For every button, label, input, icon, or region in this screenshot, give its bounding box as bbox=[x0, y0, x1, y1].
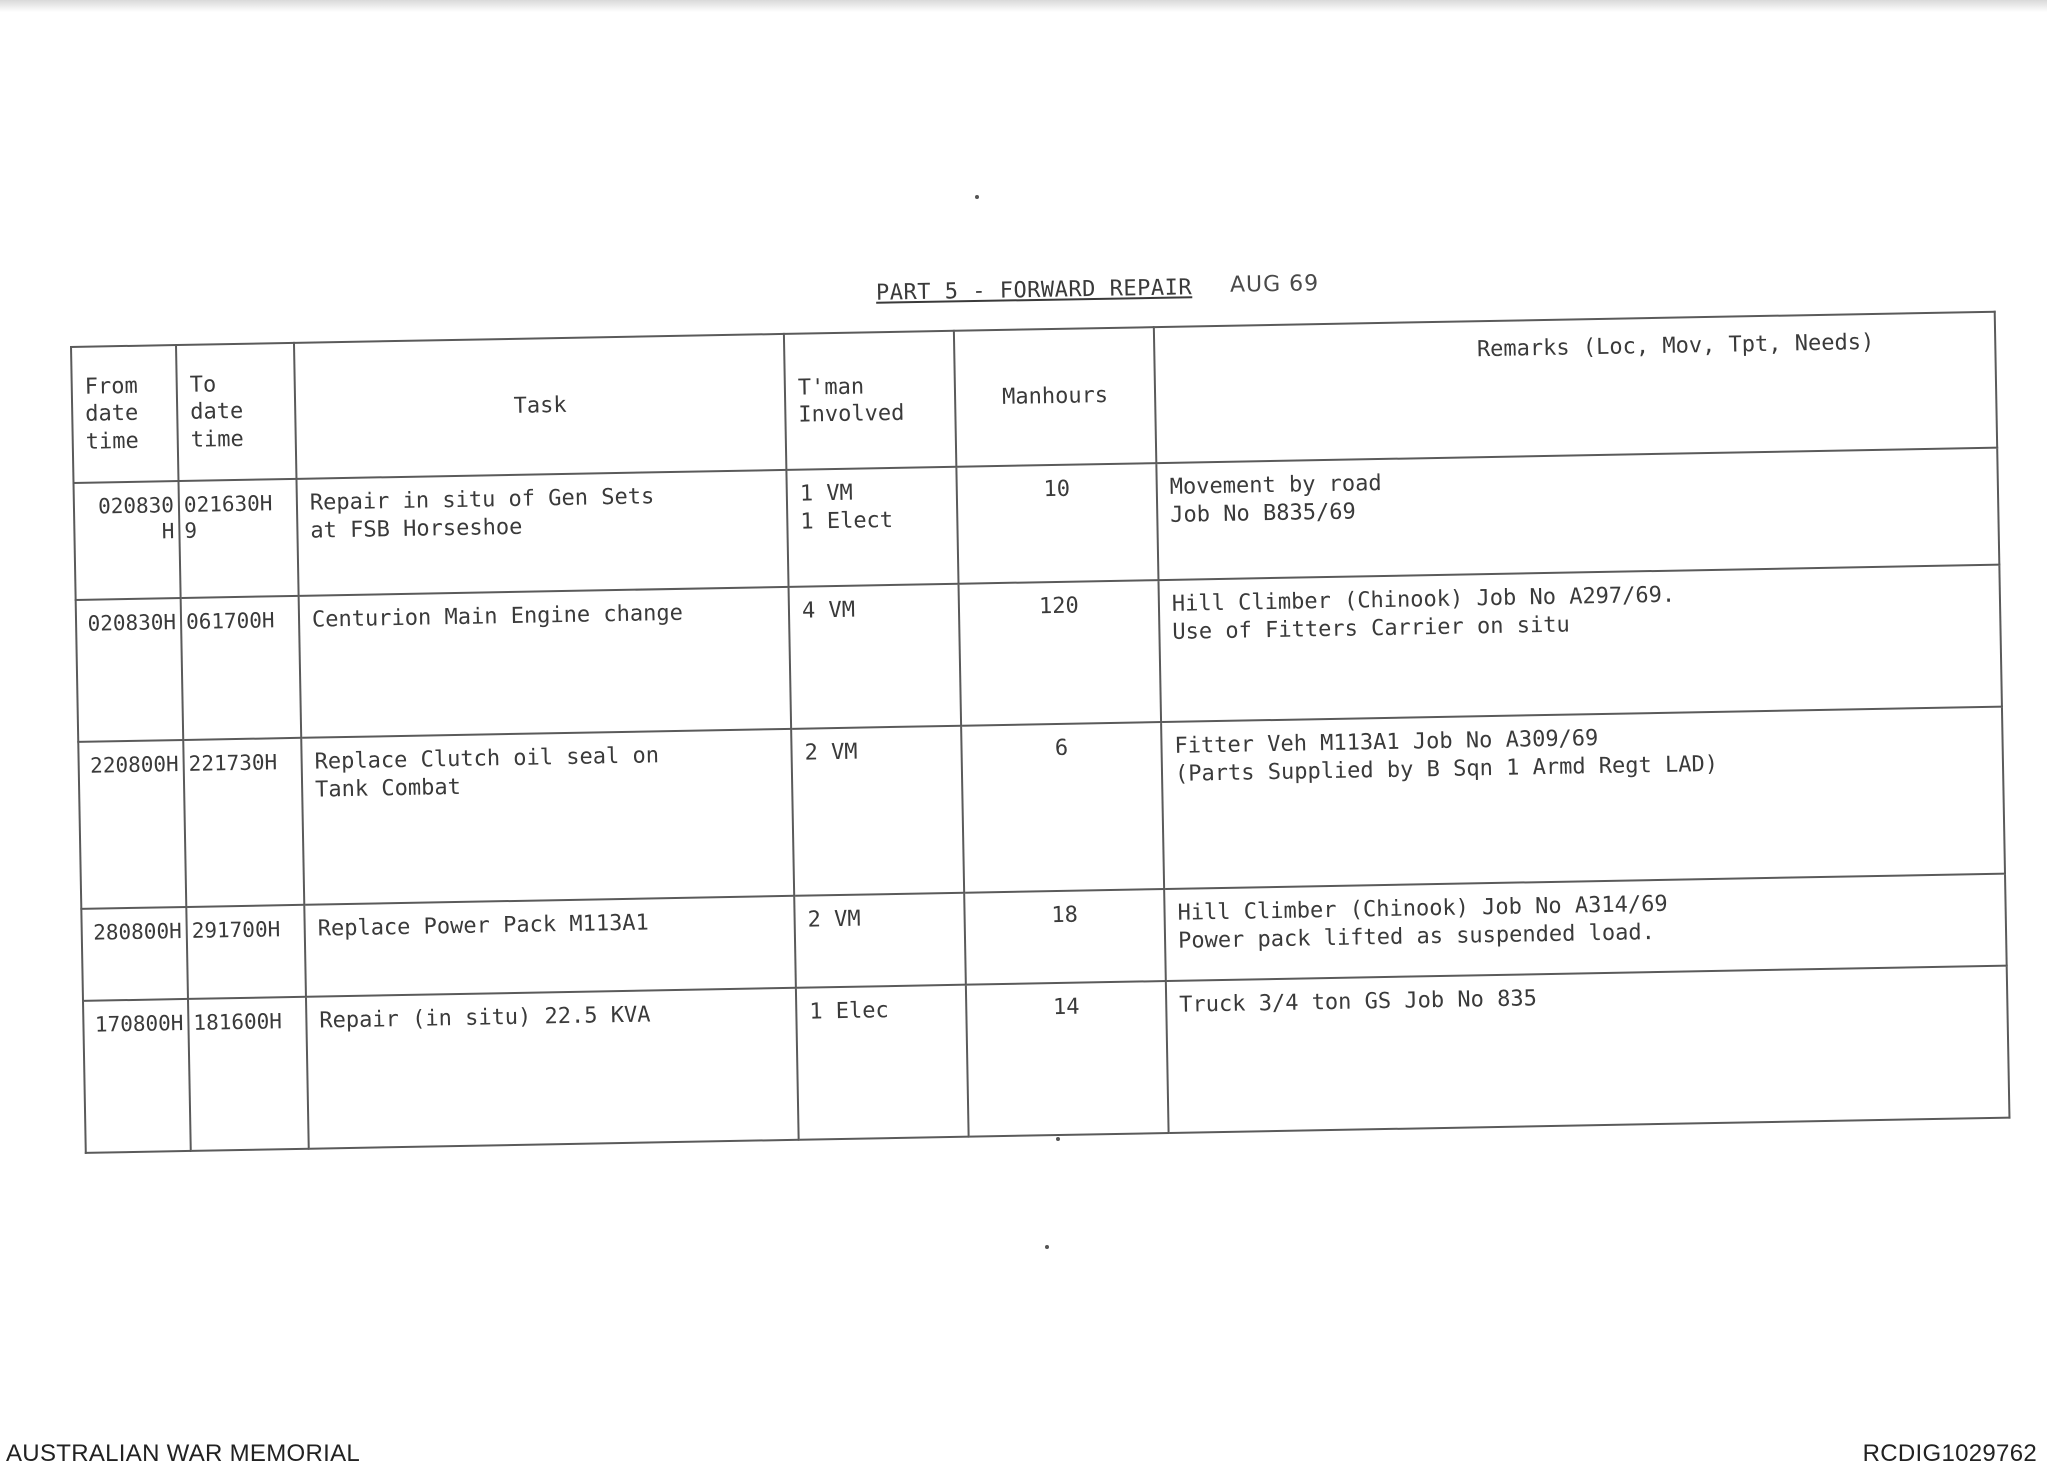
cell-task: Repair (in situ) 22.5 KVA bbox=[306, 988, 799, 1149]
forward-repair-table-wrapper bbox=[70, 311, 2010, 1154]
cell-task: Replace Clutch oil seal on Tank Combat bbox=[301, 729, 794, 905]
scan-speck bbox=[1056, 1137, 1060, 1141]
cell-from: 020830H bbox=[76, 598, 184, 742]
header-to-date-time: To date time bbox=[176, 343, 296, 481]
scan-speck bbox=[1045, 1245, 1049, 1249]
cell-to: 291700H bbox=[186, 905, 306, 999]
cell-task: Centurion Main Engine change bbox=[299, 587, 792, 738]
cell-to: 181600H bbox=[188, 997, 309, 1151]
scan-speck bbox=[975, 195, 979, 199]
forward-repair-table bbox=[70, 311, 2010, 1154]
header-task: Task bbox=[294, 334, 786, 479]
cell-from: 220800H bbox=[78, 740, 186, 909]
cell-to: 061700H bbox=[181, 596, 302, 740]
cell-from: 170800H bbox=[83, 999, 191, 1153]
cell-from: 020830 H bbox=[74, 481, 181, 600]
document-title-handwritten-date: AUG 69 bbox=[1229, 271, 1320, 298]
cell-tradesman: 2 VM bbox=[791, 726, 964, 896]
header-manhours: Manhours bbox=[954, 327, 1156, 467]
cell-manhours: 10 bbox=[956, 463, 1158, 584]
cell-tradesman: 1 VM 1 Elect bbox=[786, 467, 958, 587]
cell-tradesman: 4 VM bbox=[789, 584, 962, 729]
cell-remarks: Fitter Veh M113A1 Job No A309/69 (Parts Supplied by B Sqn 1 Armd Regt LAD) bbox=[1161, 707, 2005, 889]
header-tradesman-involved: T'man Involved bbox=[784, 331, 956, 470]
cell-remarks: Hill Climber (Chinook) Job No A297/69. Use of Fitters Carrier on situ bbox=[1158, 565, 2001, 722]
cell-tradesman: 1 Elec bbox=[796, 985, 969, 1140]
archive-footer-left: AUSTRALIAN WAR MEMORIAL bbox=[6, 1440, 361, 1467]
cell-remarks: Movement by road Job No B835/69 bbox=[1156, 448, 1999, 580]
cell-task: Replace Power Pack M113A1 bbox=[304, 896, 796, 997]
cell-tradesman: 2 VM bbox=[794, 893, 966, 988]
cell-manhours: 18 bbox=[964, 889, 1166, 985]
cell-manhours: 14 bbox=[966, 981, 1169, 1137]
cell-manhours: 120 bbox=[959, 580, 1162, 726]
header-from-date-time: From date time bbox=[71, 345, 178, 483]
cell-manhours: 6 bbox=[961, 722, 1164, 893]
cell-remarks: Truck 3/4 ton GS Job No 835 bbox=[1166, 966, 2010, 1133]
cell-task: Repair in situ of Gen Sets at FSB Horseshoe bbox=[296, 470, 788, 596]
document-title: PART 5 - FORWARD REPAIR bbox=[875, 275, 1193, 306]
cell-to: 221730H bbox=[183, 738, 304, 907]
header-remarks: Remarks (Loc, Mov, Tpt, Needs) bbox=[1154, 312, 1997, 463]
cell-to: 021630H 9 bbox=[178, 479, 298, 598]
archive-footer-right: RCDIG1029762 bbox=[1862, 1440, 2037, 1467]
cell-remarks: Hill Climber (Chinook) Job No A314/69 Power pack lifted as suspended load. bbox=[1164, 874, 2007, 981]
cell-from: 280800H bbox=[81, 907, 188, 1001]
scan-edge bbox=[0, 0, 2047, 12]
